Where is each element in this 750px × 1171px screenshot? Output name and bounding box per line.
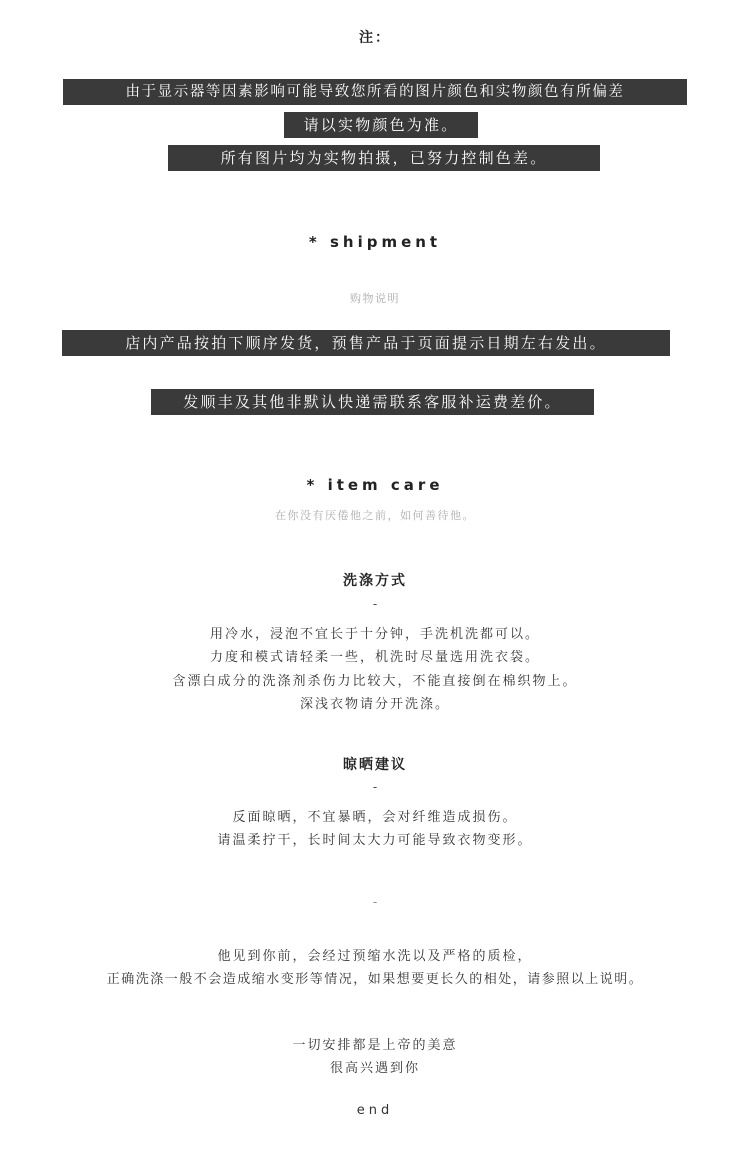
shipment-subtitle: 购物说明	[350, 292, 400, 305]
shipment-heading: * shipment	[308, 233, 442, 251]
blessing-line: 一切安排都是上帝的美意	[292, 1038, 458, 1053]
washing-line: 含漂白成分的洗涤剂杀伤力比较大，不能直接倒在棉织物上。	[172, 674, 578, 689]
washing-line: 力度和模式请轻柔一些，机洗时尽量选用洗衣袋。	[209, 650, 540, 665]
item-care-subtitle: 在你没有厌倦他之前，如何善待他。	[275, 509, 475, 522]
washing-title: 洗涤方式	[343, 573, 407, 589]
drying-line: 反面晾晒，不宜暴晒，会对纤维造成损伤。	[232, 810, 518, 825]
note-title: 注：	[359, 30, 391, 46]
note-bar-refer-actual: 请以实物颜色为准。	[284, 112, 478, 138]
note-bar-real-photos: 所有图片均为实物拍摄，已努力控制色差。	[168, 145, 600, 171]
drying-title: 晾晒建议	[343, 757, 407, 773]
drying-line: 请温柔拧干，长时间太大力可能导致衣物变形。	[217, 833, 533, 848]
shipment-bar-courier: 发顺丰及其他非默认快递需联系客服补运费差价。	[151, 389, 594, 415]
washing-line: 深浅衣物请分开洗涤。	[299, 697, 450, 712]
end-label: end	[356, 1103, 394, 1118]
shipment-bar-order: 店内产品按拍下顺序发货，预售产品于页面提示日期左右发出。	[62, 330, 670, 356]
washing-dash: -	[372, 597, 378, 611]
washing-line: 用冷水，浸泡不宜长于十分钟，手洗机洗都可以。	[209, 627, 540, 642]
closing-line: 正确洗涤一般不会造成缩水变形等情况，如果想要更长久的相处，请参照以上说明。	[106, 972, 644, 987]
item-care-heading: * item care	[306, 476, 444, 494]
drying-dash: -	[372, 780, 378, 794]
closing-dash: -	[372, 895, 378, 909]
blessing-line: 很高兴遇到你	[329, 1061, 420, 1076]
note-bar-color-difference: 由于显示器等因素影响可能导致您所看的图片颜色和实物颜色有所偏差	[63, 79, 687, 105]
closing-line: 他见到你前，会经过预缩水洗以及严格的质检，	[217, 949, 533, 964]
